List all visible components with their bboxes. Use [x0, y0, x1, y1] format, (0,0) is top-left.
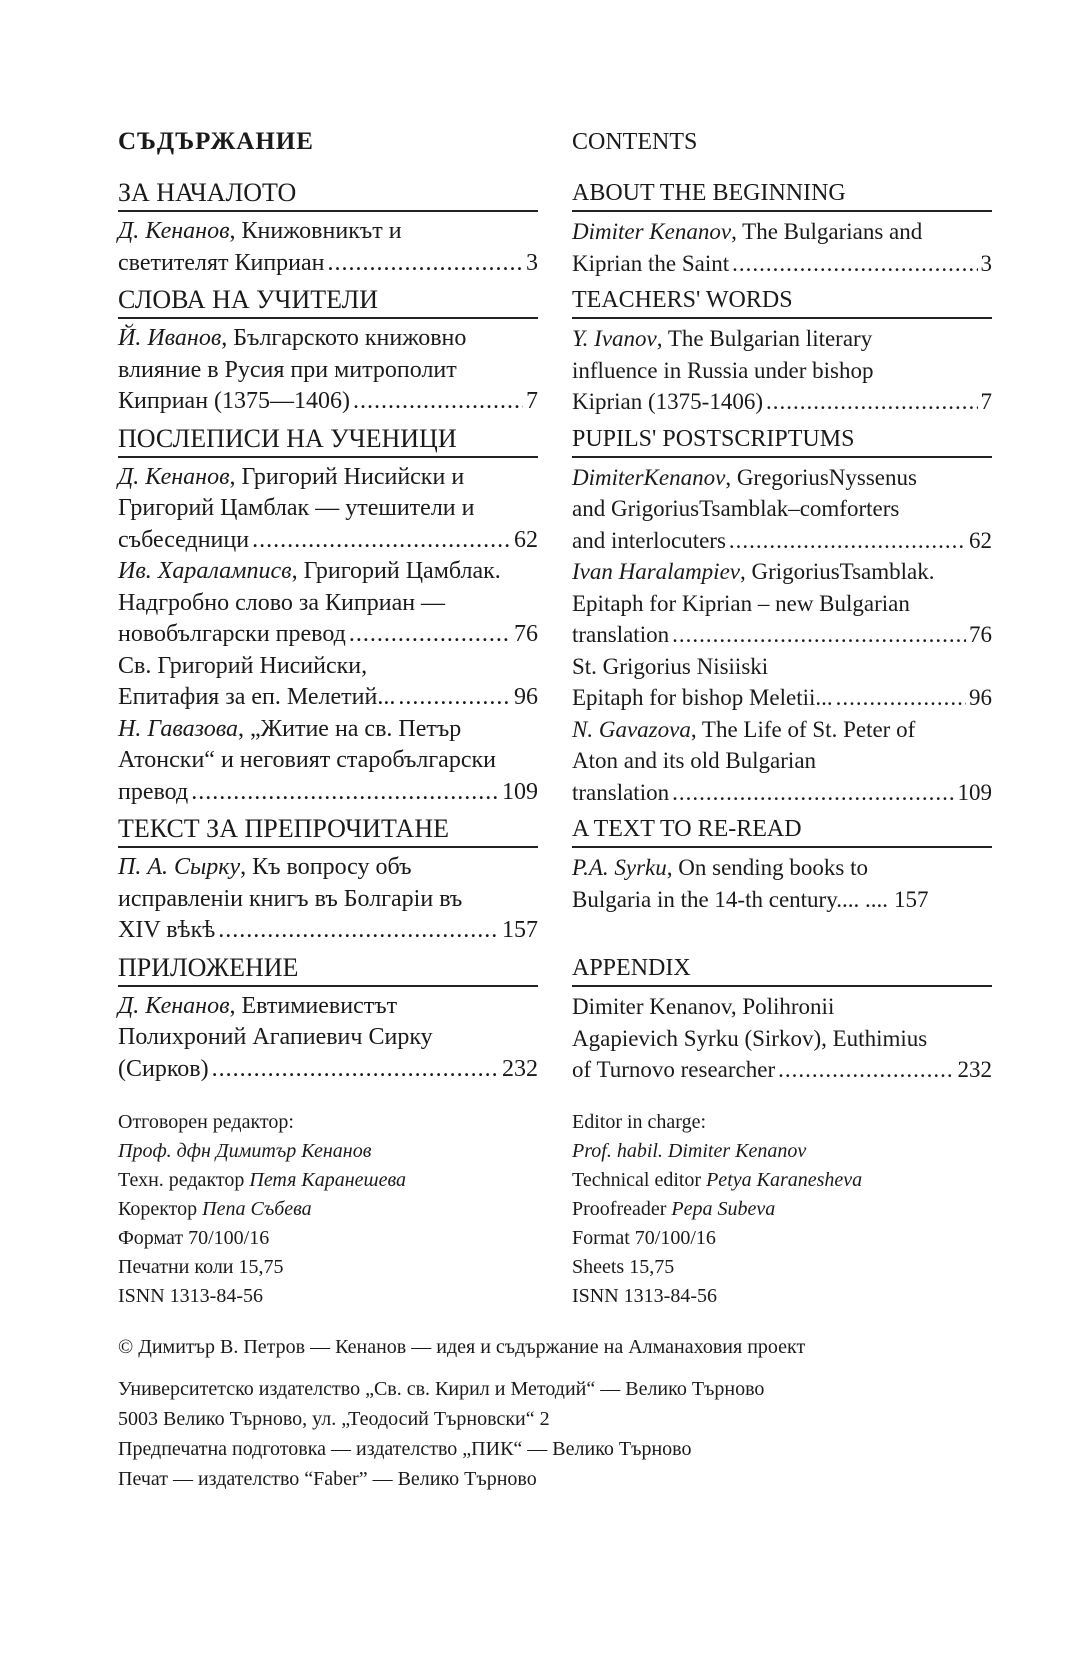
entry-author: N. Gavazova: [572, 716, 691, 742]
toc-entry: Д. Кенанов, Григорий Нисийски и Григорий Цамблак — утешители и събеседници ..... 62: [118, 462, 538, 557]
page-number: 96: [514, 684, 538, 710]
entry-author: DimiterKenanov: [572, 464, 726, 490]
entry-author: Д. Кенанов: [118, 992, 230, 1019]
page-number: 157: [502, 917, 538, 943]
section-heading: A TEXT TO RE-READ: [572, 814, 992, 848]
entry-author: Й. Иванов: [118, 325, 222, 351]
section-heading: APPENDIX: [572, 953, 992, 987]
page-number: 7: [526, 388, 538, 414]
toc-entry: P.A. Syrku, On sending books to Bulgaria in the 14-th century.... .... 157: [572, 852, 992, 915]
section-heading: ABOUT THE BEGINNING: [572, 178, 992, 212]
entry-author: Ivan Haralampiev: [572, 559, 740, 584]
toc-entry: Ив. Хараламписв, Григорий Цамблак. Надгробно слово за Киприан — новобългарски превод ..... 76: [118, 556, 538, 651]
section-heading: ПРИЛОЖЕНИЕ: [118, 953, 538, 987]
page-number: 3: [980, 250, 992, 276]
contents-bg: [118, 120, 538, 1085]
toc-entry: Д. Кенанов, Книжовникът и светителят Киприан ..... 3: [118, 216, 538, 279]
entry-author: П. А. Сырку: [118, 854, 241, 880]
page-number: 157: [893, 886, 929, 912]
entry-author: Y. Ivanov: [572, 326, 657, 351]
credits-bg: Отговорен редактор: Проф. дфн Димитър Кенанов Техн. редактор Петя Каранешева Коректор Пепа Събева Формат 70/100/16 Печатни коли 15,75 ISNN 1313-84-56: [118, 1111, 407, 1307]
contents-title-en: CONTENTS: [572, 129, 698, 155]
toc-entry: Y. Ivanov, The Bulgarian literary influence in Russia under bishop Kiprian (1375-1406) ..... 7: [572, 323, 992, 418]
toc-entry: Св. Григорий Нисийски, Епитафия за еп. Мелетий... ..... 96: [118, 651, 538, 714]
entry-author: Dimiter Kenanov: [572, 219, 732, 244]
credits-en: Editor in charge: Prof. habil. Dimiter Kenanov Technical editor Petya Karanesheva Proofreader Pepa Subeva Format 70/100/16 Sheets 15,75 ISNN 1313-84-56: [572, 1111, 863, 1307]
page-number: 62: [969, 527, 992, 553]
toc-entry: П. А. Сырку, Къ вопросу объ исправленіи книгъ въ Болгаріи въ XIV вѣкѣ ..... 157: [118, 852, 538, 947]
section-heading: ТЕКСТ ЗА ПРЕПРОЧИТАНЕ: [118, 814, 538, 848]
page-number: 62: [514, 526, 538, 553]
section-heading: PUPILS' POSTSCRIPTUMS: [572, 424, 992, 458]
section-heading: СЛОВА НА УЧИТЕЛИ: [118, 285, 538, 319]
copyright: © Димитър В. Петров — Кенанов — идея и съдържание на Алманаховия проект: [118, 1336, 806, 1358]
page-number: 109: [502, 778, 538, 805]
page-number: 76: [969, 622, 992, 647]
entry-author: Д. Кенанов: [118, 463, 230, 490]
toc-entry: Ivan Haralampiev, GrigoriusTsamblak. Epitaph for Kiprian – new Bulgarian translation ..... 76: [572, 556, 992, 651]
page-number: 232: [502, 1055, 538, 1082]
toc-entry: Й. Иванов, Българското книжовно влияние в Русия при митрополит Киприан (1375—1406) ..... 7: [118, 323, 538, 418]
toc-entry: Dimiter Kenanov, The Bulgarians and Kiprian the Saint ..... 3: [572, 216, 992, 279]
toc-entry: Dimiter Kenanov, Polihronii Agapievich Syrku (Sirkov), Euthimius of Turnovo researcher ..... 232: [572, 991, 992, 1086]
section-heading: ПОСЛЕПИСИ НА УЧЕНИЦИ: [118, 424, 538, 458]
entry-author: Д. Кенанов: [118, 218, 230, 244]
entry-author: Н. Гавазова: [118, 715, 238, 742]
toc-entry: DimiterKenanov, GregoriusNyssenus and GrigoriusTsamblak–comforters and interlocuters ..... 62: [572, 462, 992, 557]
contents-en: [572, 120, 992, 1086]
page-number: 232: [957, 1057, 992, 1082]
publisher-footer: © Димитър В. Петров — Кенанов — идея и съдържание на Алманаховия проект Университетско издателство „Св. св. Кирил и Методий“ — Велико Търново 5003 Велико Търново, ул. „Теодосий Търновски“ 2 Предпечатна подготовка — издателство „ПИК“ — Велико Търново Печат — издателство “Faber” — Велико Търново: [118, 1332, 998, 1494]
section-heading: TEACHERS' WORDS: [572, 285, 992, 319]
section-heading: ЗА НАЧАЛОТО: [118, 178, 538, 212]
page-number: 96: [969, 685, 992, 710]
contents-title-bg: СЪДЪРЖАНИЕ: [118, 128, 314, 155]
entry-author: Ив. Хараламписв: [118, 558, 292, 584]
toc-entry: Н. Гавазова, „Житие на св. Петър Атонски“ и неговият старобългарски превод ..... 109: [118, 714, 538, 809]
page-number: 7: [980, 389, 992, 414]
toc-entry: N. Gavazova, The Life of St. Peter of Aton and its old Bulgarian translation ..... 109: [572, 714, 992, 809]
page-number: 3: [526, 249, 538, 276]
page-number: 109: [957, 779, 992, 805]
entry-author: P.A. Syrku: [572, 855, 667, 880]
page-number: 76: [514, 621, 538, 647]
toc-entry: Д. Кенанов, Евтимиевистът Полихроний Агапиевич Сирку (Сирков) ..... 232: [118, 991, 538, 1086]
toc-entry: St. Grigorius Nisiiski Epitaph for bishop Meletii... ..... 96: [572, 651, 992, 714]
